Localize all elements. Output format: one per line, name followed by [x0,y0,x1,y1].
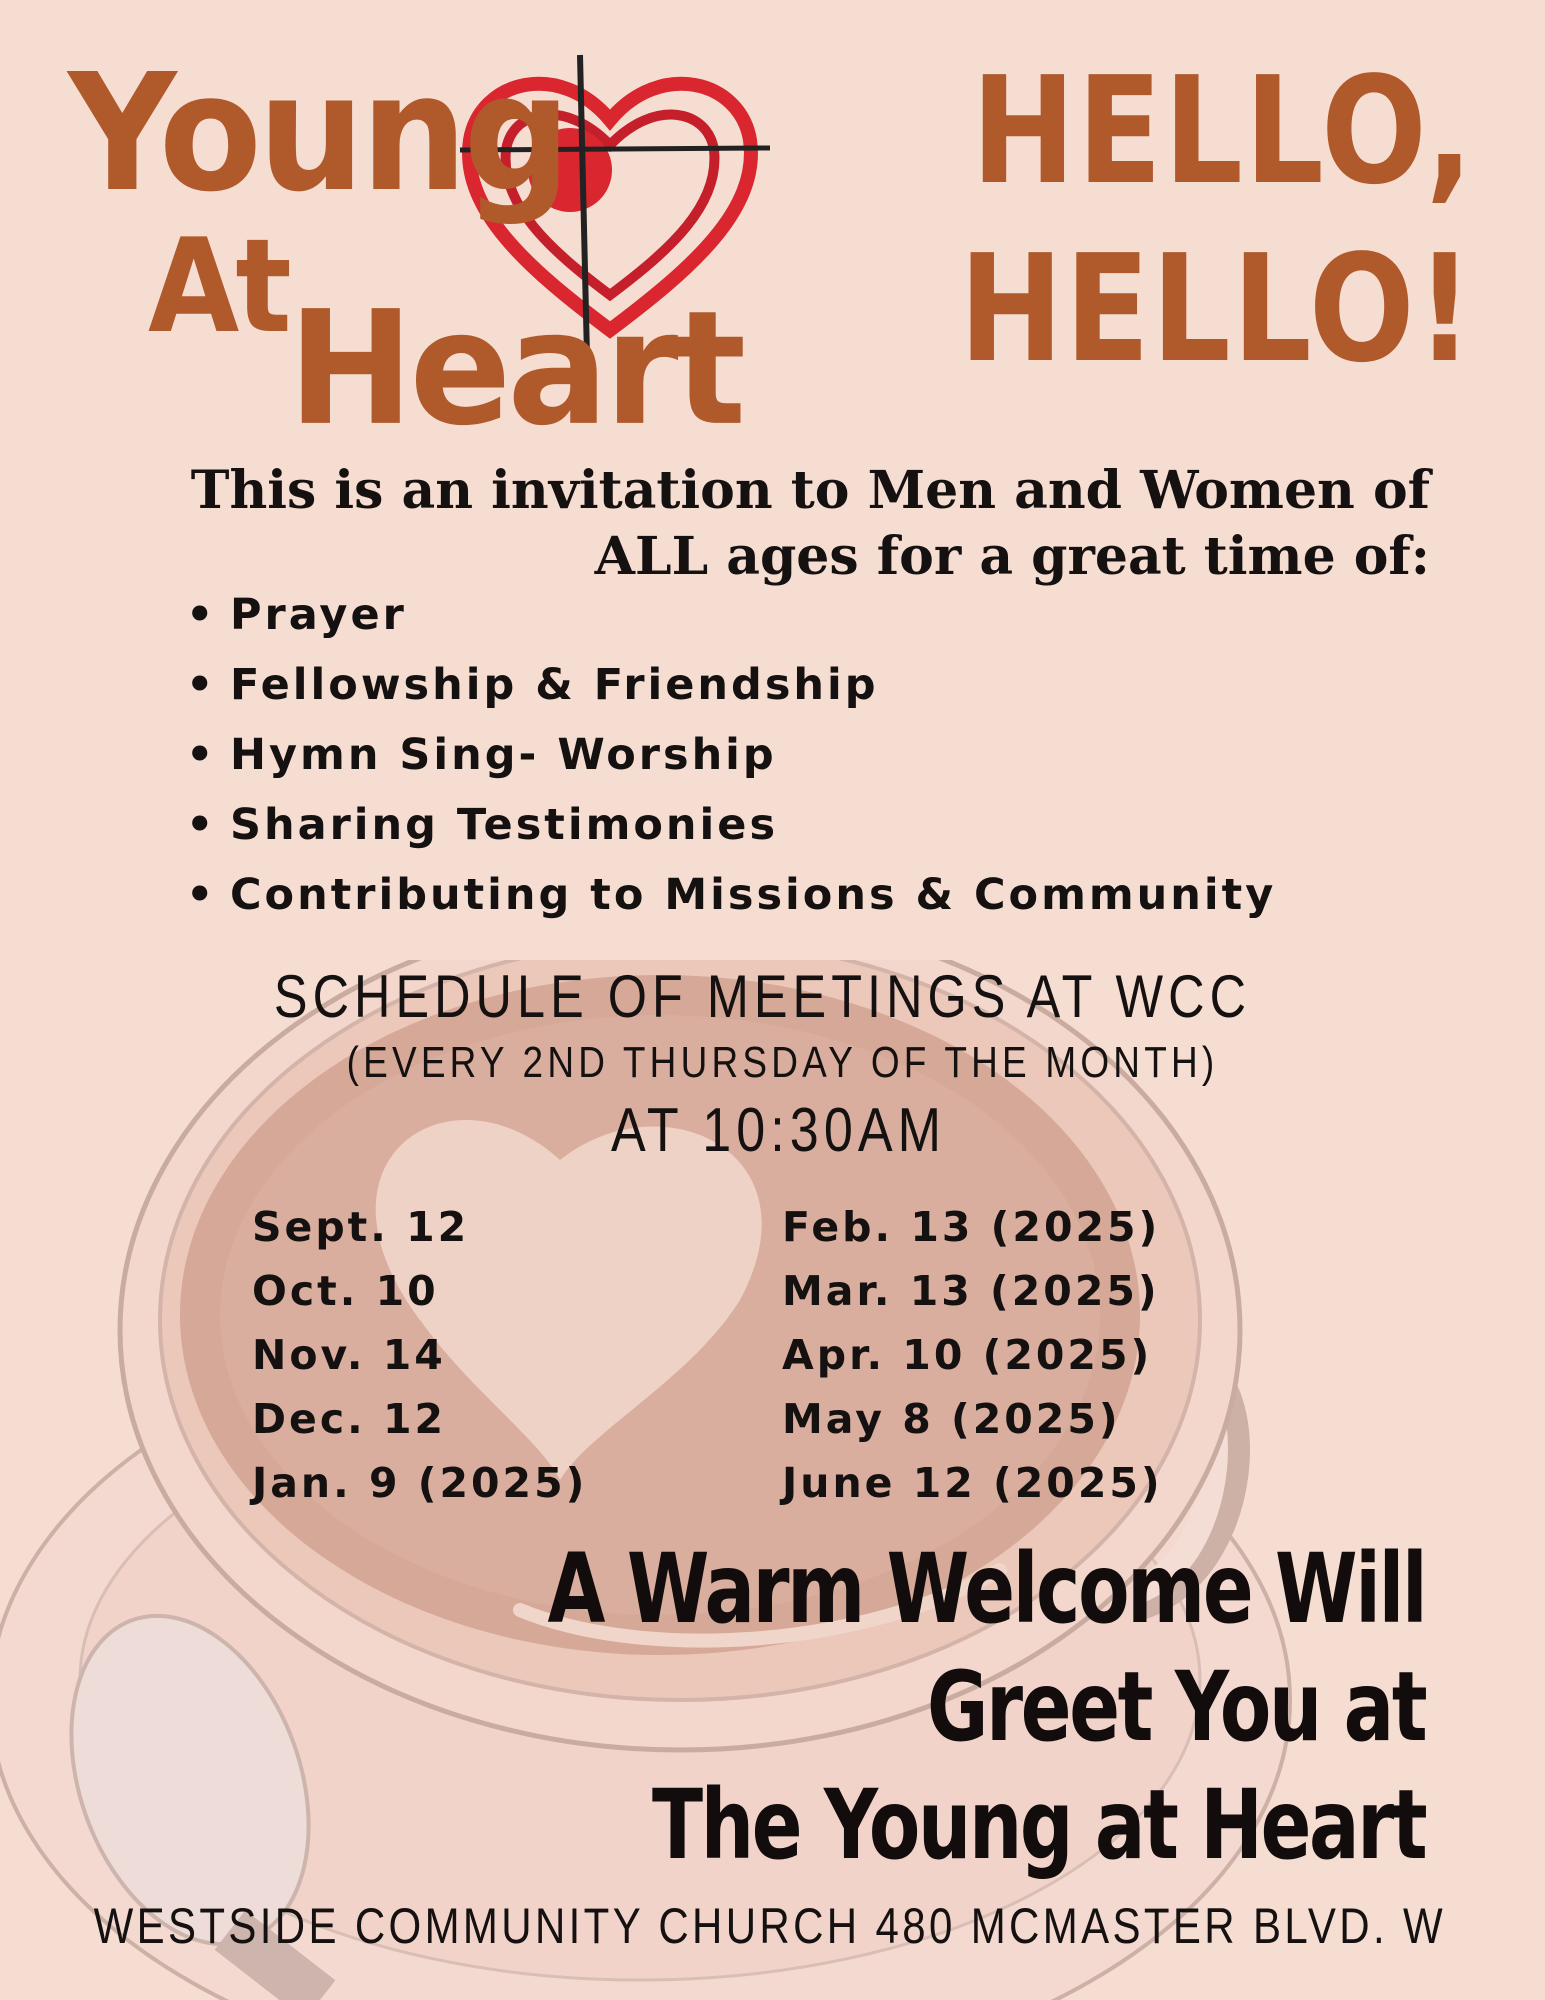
meeting-date: Sept. 12 [252,1203,470,1251]
logo-text-young: Young [68,40,567,228]
dates-column-left [252,1195,587,1515]
list-item [186,720,1276,790]
logo-text-at: At [148,210,288,362]
greeting-line-1: HELLO, [971,45,1475,217]
activity-label: Hymn Sing- Worship [230,730,777,780]
list-item [186,650,1276,720]
greeting-heading [960,42,1475,398]
bullet-icon: • [186,730,217,780]
welcome-line-3: The Young at Heart [651,1769,1425,1881]
bullet-icon: • [186,660,217,710]
schedule-title: SCHEDULE OF MEETINGS AT WCC [273,963,1252,1030]
meeting-date: Jan. 9 (2025) [252,1459,588,1507]
young-at-heart-logo [60,30,743,461]
welcome-message [547,1530,1425,1884]
activity-label: Contributing to Missions & Community [230,870,1277,920]
bullet-icon: • [186,800,217,850]
meeting-date: Nov. 14 [252,1331,446,1379]
activity-list [186,580,1276,930]
schedule-time: AT 10:30AM [610,1096,947,1165]
invitation-line-2: ALL ages for a great time of: [594,526,1430,587]
meeting-date: Oct. 10 [252,1267,439,1315]
welcome-line-2: Greet You at [926,1651,1425,1763]
activity-label: Prayer [230,590,407,640]
list-item [186,580,1276,650]
church-address: WESTSIDE COMMUNITY CHURCH 480 MCMASTER BLVD. W [93,1898,1447,1954]
activity-label: Fellowship & Friendship [230,660,879,710]
meeting-date: Apr. 10 (2025) [782,1331,1153,1379]
greeting-line-2: HELLO! [959,223,1475,395]
meeting-date: Dec. 12 [252,1395,447,1443]
logo-text-heart: Heart [288,278,743,461]
meeting-date: Mar. 13 (2025) [782,1267,1160,1315]
welcome-line-1: A Warm Welcome Will [547,1533,1425,1645]
bullet-icon: • [186,590,217,640]
dates-column-right [782,1195,1163,1515]
schedule-subtitle: (EVERY 2ND THURSDAY OF THE MONTH) [346,1038,1219,1087]
invitation-line-1: This is an invitation to Men and Women of [190,460,1430,521]
bullet-icon: • [186,870,217,920]
list-item [186,790,1276,860]
meeting-date: Feb. 13 (2025) [782,1203,1161,1251]
list-item [186,860,1276,930]
meeting-date: June 12 (2025) [782,1459,1163,1507]
activity-label: Sharing Testimonies [230,800,779,850]
meeting-date: May 8 (2025) [782,1395,1121,1443]
invitation-text [170,458,1430,590]
